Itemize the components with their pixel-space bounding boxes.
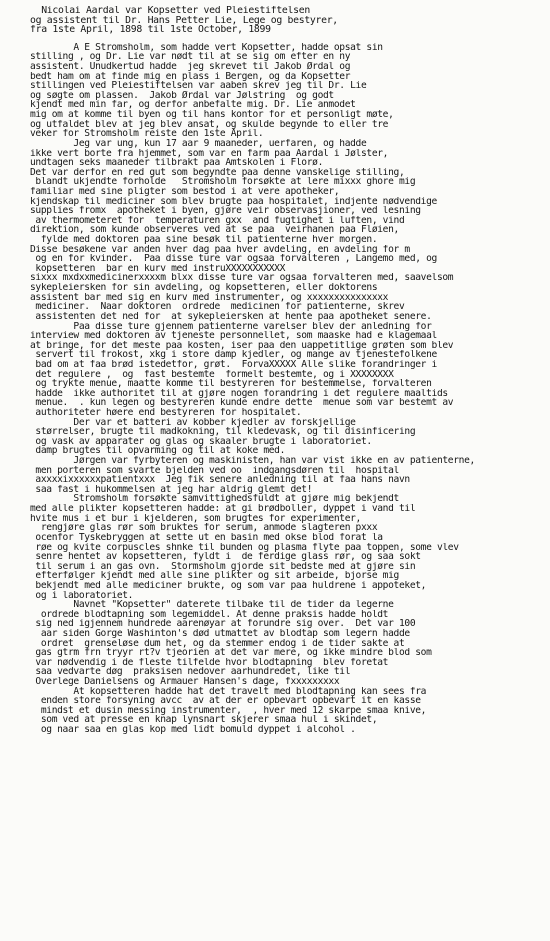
body-line: sixxx mxdxxmedicinerxxxxm blxx disse ture var ogsaa forvalteren med, saavelsom [30,273,454,284]
body-line: mindst et dusin messing instrumenter, , hver med 12 skarpe smaa knive, [30,705,427,716]
body-line: sykepleiersken for sin avdeling, og kopsetteren, eller doktorens [30,283,378,293]
body-line: kjendt med min far, og derfor anbefalte mig. Dr. Lie anmodet [30,100,356,111]
header-gap [30,35,540,43]
body-line: ocenfor Tyskebryggen at sette ut en basin med okse blod forat la [30,532,383,543]
body-line: senre hentet av kopsetteren, fyldt i de ferdige glass rør, og saa sokt [30,552,421,562]
header-line: fra 1ste April, 1898 til 1ste October, 1899 [30,25,271,35]
body-line: Jeg var ung, kun 17 aar 9 maaneder, uerfaren, og hadde [30,138,367,149]
body-line: stilling , og Dr. Lie var nødt til at se sig om efter en ny [30,52,351,63]
body-line: Overlege Danielsens og Armauer Hansen's dage, fxxxxxxxxx [30,677,340,687]
body-line: og en for kvinder. Paa disse ture var ogsaa forvalteren , Langemo med, og [30,254,437,264]
body-line: kjendskap til mediciner som blev brugte paa hospitalet, indjente nødvendige [30,196,437,207]
body-line: det regulere , og fast bestemte formelt bestemte, og i XXXXXXXX [30,369,394,380]
body-line: Disse besøkene var anden hver dag paa hver avdeling, en avdeling for m [30,244,410,255]
body-line: gas gtrm frn tryyr rt?v tjeorien at det var mere, og ikke mindre blod som [30,648,432,658]
body-line: Paa disse ture gjennem patienterne varelser blev der anledning for [30,321,432,332]
body-line: Det var derfor en red gut som begyndte paa denne vanskelige stilling, [30,167,405,178]
body-line: Jørgen var fyrbyteren og maskinisten, han var vist ikke en av patienterne, [30,456,475,466]
document-header [30,6,540,35]
body-line: A E Stromsholm, som hadde vert Kopsetter, hadde opsat sin [30,42,383,53]
header-line: Nicolai Aardal var Kopsetter ved Pleiestiftelsen [30,6,310,16]
body-line: av thermometeret for temperaturen gxx and fugtighet i luften, vind [30,215,405,226]
body-line: og naar saa en glas kop med lidt bomuld dyppet i alcohol . [30,725,356,735]
body-line: assistenten det ned for at sykepleiersken at hente paa apotheket senere. [30,311,432,322]
body-line: Navnet "Kopsetter" daterete tilbake til de tider da legerne [30,600,394,610]
body-line: og søgte om plassen. Jakob Ørdal var Jølstring og godt [30,90,334,101]
body-line: damp brugtes til opvarming og til at koke med. [30,446,286,457]
body-line: rengjøre glas rør som bruktes for serum, anmode slagteren pxxx [30,523,378,533]
body-line: blandt ukjendte forholde Stromsholm forsøkte at lere mixxx ghore mig [30,177,416,187]
body-line: axxxxixxxxxxpatientxxx Jeg fik senere anledning til at faa hans navn [30,475,410,485]
document-body [30,43,540,735]
body-line: ordret grenseløse dum het, og da stemmer endog i de tider sakte at [30,638,405,649]
body-line: mediciner. Naar doktoren ordrede medicinen for patienterne, skrev [30,302,405,312]
body-line: og i laboratoriet. [30,590,134,601]
body-line: efterfølger kjendt med alle sine plikter og sit arbeide, bjorse mig [30,571,399,581]
body-line: Der var et batteri av kobber kjedler av forskjellige [30,417,356,428]
body-line: størrelser, brugte til madkokning, til kledevask, og til disinficering [30,427,416,437]
body-line: bedt ham om at finde mig en plass i Bergen, og da Kopsetter [30,71,351,82]
body-line: med alle plikter kopsetteren hadde: at gi brødboller, dyppet i vand til [30,504,416,514]
body-line: undtagen seks maaneder tilbrakt paa Amtskolen i Florø. [30,158,324,168]
body-line: sig ned igjennem hundrede aarenøyar at forundre sig over. Det var 100 [30,619,416,629]
body-line: enden store forsyning avcc av at der er opbevart opbevart it en kasse [30,696,421,706]
body-line: authoriteter høere end bestyreren for hospitalet. [30,407,302,418]
body-line: At kopsetteren hadde hat det travelt med blodtapning kan sees fra [30,686,427,697]
body-line: og utfaldet blev at jeg blev ansat, og skulde begynde to eller tre [30,119,389,130]
body-line: bekjendt med alle mediciner brukte, og som var paa huldrene i appoteket, [30,580,427,591]
body-line: hvite mus i et bur i kjelderen, som brugtes for experimenter, [30,513,361,524]
body-line: veker for Stromsholm reiste den 1ste April. [30,129,264,139]
body-line: fylde med doktoren paa sine besøk til patienterne hver morgen. [30,235,378,245]
header-line: og assistent til Dr. Hans Petter Lie, Lege og bestyrer, [30,15,338,26]
body-line: hadde ikke authoritet til at gjøre nogen forandring i det regulere maaltids [30,388,448,399]
body-line: direktion, som kunde observeres ved at se paa veirhanen paa Fløien, [30,225,399,236]
body-line: assistent. Unudkertud hadde jeg skrevet til Jakob Ørdal og [30,62,351,72]
body-line: familiar med sine pligter som bestod i at vere apotheker, [30,186,340,197]
body-line: var nødvendig i de fleste tilfelde hvor blodtapning blev foretat [30,657,389,668]
body-line: saa vedvarte døg praksisen nedover aarhundredet, like til [30,667,351,678]
body-line: som ved at presse en knap lynsnart skjerer smaa hul i skindet, [30,715,378,726]
body-line: assistent bar med sig en kurv med instrumenter, og xxxxxxxxxxxxxxx [30,292,389,303]
body-line: kopsetteren bar en kurv med instruXXXXXXXXXXX [30,263,286,274]
body-line: Stromsholm forsøkte samvittighedsfuldt at gjøre mig bekjendt [30,494,399,505]
body-line: interview med doktoren av tjeneste personnellet, som maaske had e klagemaal [30,331,437,341]
body-line: bad om at faa brød istedetfor, grøt. ForvaXXXXX Alle slike forandringer i [30,359,437,370]
body-line: at bringe, for det meste paa kosten, iser paa den uappetitlige grøten som blev [30,340,454,351]
body-line: og vask av apparater og glas og skaaler brugte i laboratoriet. [30,436,372,447]
body-line: supplies fromx apotheket i byen, gjøre veir observasjioner, ved lesning [30,206,421,216]
body-line: stillingen ved Pleiestiftelsen var aaben skrev jeg til Dr. Lie [30,81,367,91]
body-line: ordrede blodtapning som legemiddel. At denne praksis hadde holdt [30,609,389,620]
body-line: men porteren som svarte bjelden ved oo indgangsdøren til hospital [30,465,399,476]
body-line: ikke vert borte fra hjemmet, som var en farm paa Aardal i Jølster, [30,148,389,159]
body-line: og trykte menue, maatte komme til bestyreren for bestemmelse, forvalteren [30,379,432,389]
body-line: røe og kvite corpuscles shnke til bunden og plasma flyte paa toppen, some vlev [30,542,459,553]
body-line: mig om at komme til byen og til hans kontor for et personligt møte, [30,110,394,120]
body-line: aar siden Gorge Washinton's død utmattet av blodtap som legern hadde [30,629,410,639]
body-line: menue. . kun legen og bestyreren kunde endre dette menue som var bestemt av [30,398,454,408]
body-line: saa fast i hukommelsen at jeg har aldrig glemt det! [30,484,313,495]
body-line: servert til frokost, xkg i store damp kjedler, og mange av tjenestefolkene [30,350,437,360]
body-line: til serum i an gas ovn. Stormsholm gjorde sit bedste med at gjøre sin [30,561,416,572]
